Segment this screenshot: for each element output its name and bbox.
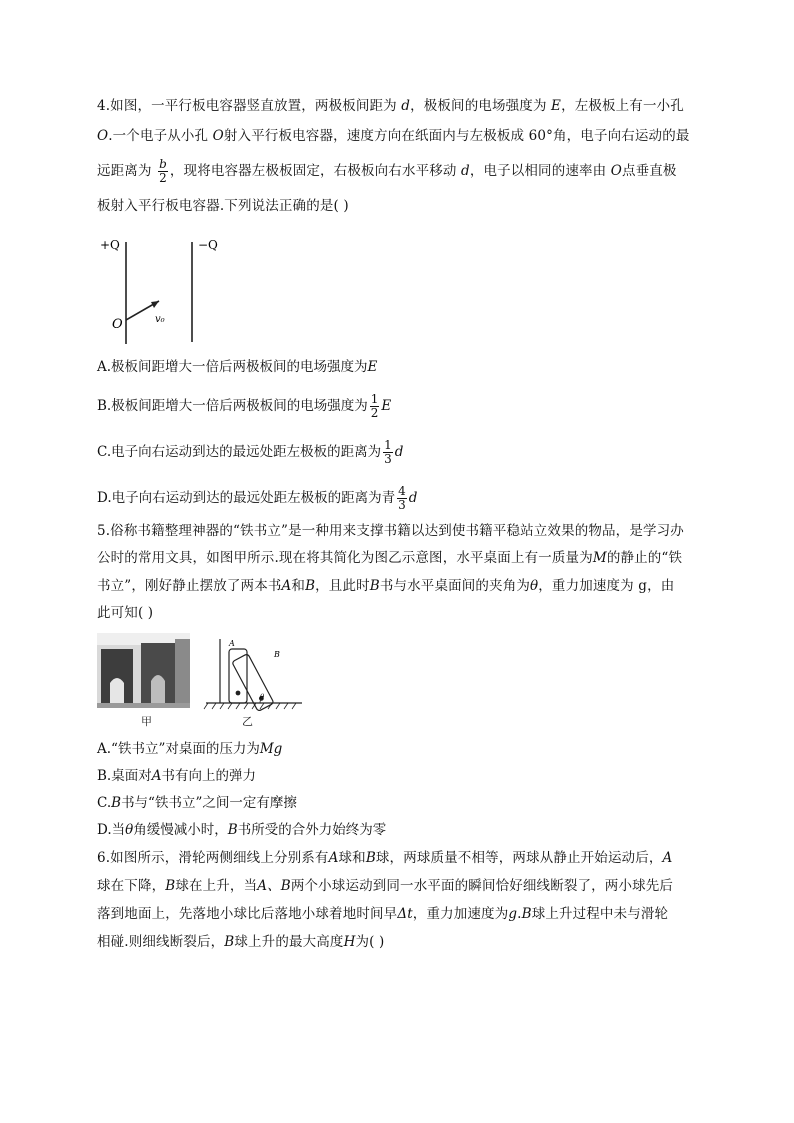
var-b: B bbox=[165, 878, 176, 894]
var-o: O bbox=[610, 163, 622, 179]
q5-line-1 bbox=[97, 521, 684, 541]
frac-numerator: 1 bbox=[384, 438, 392, 452]
var-delta-t: Δt bbox=[397, 906, 413, 922]
q6-text: 球在下降， bbox=[97, 878, 166, 894]
label-a: A bbox=[229, 639, 235, 648]
var-e: E bbox=[551, 98, 562, 114]
q4-text: 4.如图，一平行板电容器竖直放置，两极板间距为 bbox=[97, 98, 397, 114]
option-text: B.极板间距增大一倍后两极板间的电场强度为 bbox=[97, 398, 368, 414]
option-text: D.当 bbox=[97, 822, 126, 838]
var-m: M bbox=[592, 550, 607, 566]
q5-line-2 bbox=[97, 548, 682, 568]
var-e: E bbox=[367, 359, 378, 375]
q4-option-a[interactable] bbox=[97, 357, 377, 377]
q4-text: 射入平行板电容器，速度方向在纸面内与左极板成 60°角，电子向右运动的最 bbox=[223, 128, 690, 144]
label-theta: θ bbox=[260, 693, 265, 701]
q5-option-a[interactable] bbox=[97, 739, 282, 759]
q5-text: 的静止的“铁 bbox=[606, 550, 683, 566]
option-text: C.电子向右运动到达的最远处距左极板的距离为 bbox=[97, 444, 382, 460]
var-h: H bbox=[343, 934, 356, 950]
var-d: d bbox=[394, 444, 404, 460]
fraction-4-3 bbox=[397, 485, 407, 512]
var-a: A bbox=[328, 850, 339, 866]
q5-text: 书立”，刚好静止摆放了两本书 bbox=[97, 578, 282, 594]
q6-line-1 bbox=[97, 848, 672, 868]
o-label: O bbox=[112, 317, 123, 332]
minus-q-label: −Q bbox=[198, 238, 218, 252]
q4-text: 点垂直极 bbox=[621, 163, 677, 179]
q6-line-3 bbox=[97, 904, 668, 924]
q4-line-4 bbox=[97, 196, 349, 216]
q6-line-4 bbox=[97, 932, 384, 952]
var-theta: θ bbox=[125, 822, 134, 838]
q6-text: 球在上升，当 bbox=[175, 878, 258, 894]
option-text: B.桌面对 bbox=[97, 768, 152, 784]
q5-text: 此可知( ) bbox=[97, 605, 154, 621]
q6-text: 为( ) bbox=[355, 934, 385, 950]
q6-text: 落到地面上，先落地小球比后落地小球着地时间早 bbox=[97, 906, 398, 922]
v0-label: v₀ bbox=[155, 314, 165, 325]
var-ab: A、B bbox=[257, 878, 291, 894]
q4-text: .一个电子从小孔 bbox=[108, 128, 209, 144]
frac-denominator: 2 bbox=[159, 171, 167, 185]
q5-text: ，重力加速度为 g，由 bbox=[538, 578, 675, 594]
frac-denominator: 3 bbox=[398, 498, 406, 512]
option-text: A.“铁书立”对桌面的压力为 bbox=[97, 741, 260, 757]
fraction-1-3 bbox=[383, 439, 393, 466]
var-b: B bbox=[224, 934, 235, 950]
q4-line-3 bbox=[97, 158, 677, 185]
var-d: d bbox=[461, 163, 470, 179]
q6-text: . bbox=[517, 906, 522, 922]
q5-text: 公时的常用文具，如图甲所示.现在将其简化为图乙示意图，水平桌面上有一质量为 bbox=[97, 550, 593, 566]
book-a-center bbox=[236, 691, 241, 696]
option-text: 书有向上的弹力 bbox=[161, 768, 256, 784]
q6-text: 6.如图所示，滑轮两侧细线上分别系有 bbox=[97, 850, 329, 866]
q5-option-b[interactable] bbox=[97, 766, 256, 786]
var-e: E bbox=[381, 398, 392, 414]
q4-option-c[interactable] bbox=[97, 439, 403, 466]
q5-text: ，且此时 bbox=[315, 578, 370, 594]
q6-text: 球上升过程中未与滑轮 bbox=[531, 906, 669, 922]
q6-line-2 bbox=[97, 876, 673, 896]
table-hatching bbox=[204, 703, 296, 709]
books bbox=[175, 639, 190, 705]
label-b: B bbox=[274, 650, 280, 659]
q6-text: 球，两球质量不相等，两球从静止开始运动后， bbox=[375, 850, 663, 866]
q5-option-d[interactable] bbox=[97, 820, 386, 840]
q4-text: ，电子以相同的速率由 bbox=[469, 163, 607, 179]
option-text: D.电子向右运动到达的最远处距左极板的距离为青 bbox=[97, 490, 396, 506]
q4-option-d[interactable] bbox=[97, 485, 417, 512]
option-text: 角缓慢减小时， bbox=[133, 822, 228, 838]
q4-text: ，现将电容器左极板固定，右极板向右水平移动 bbox=[169, 163, 457, 179]
q4-text: ，左极板上有一小孔 bbox=[561, 98, 684, 114]
q5-line-3 bbox=[97, 576, 674, 596]
frac-numerator: 1 bbox=[370, 392, 379, 406]
q4-option-b[interactable] bbox=[97, 393, 391, 420]
frac-denominator: 3 bbox=[384, 452, 392, 466]
var-o: O bbox=[97, 128, 109, 144]
q5-text: 书与水平桌面间的夹角为 bbox=[379, 578, 530, 594]
q5-text: 5.俗称书籍整理神器的“铁书立”是一种用来支撑书籍以达到使书籍平稳站立效果的物品，是学习办 bbox=[97, 523, 684, 539]
q5-option-c[interactable] bbox=[97, 793, 297, 813]
frac-denominator: 2 bbox=[370, 406, 379, 420]
q6-text: 球上升的最大高度 bbox=[234, 934, 344, 950]
q6-text: 球和 bbox=[338, 850, 366, 866]
bookend-cutout-right bbox=[151, 675, 165, 705]
q4-text: 板射入平行板电容器.下列说法正确的是( ) bbox=[97, 198, 349, 214]
var-b: B bbox=[521, 906, 532, 922]
capacitor-figure bbox=[97, 232, 232, 350]
option-text: C. bbox=[97, 795, 112, 811]
var-b: B bbox=[365, 850, 376, 866]
fraction-b-over-2 bbox=[158, 158, 168, 185]
bookend-photo bbox=[97, 633, 190, 708]
q5-line-4 bbox=[97, 603, 153, 623]
q5-text: 和 bbox=[291, 578, 306, 594]
caption-yi: 乙 bbox=[242, 715, 253, 728]
q6-text: 相碰.则细线断裂后， bbox=[97, 934, 225, 950]
q4-line-1 bbox=[97, 96, 684, 116]
frac-numerator: b bbox=[159, 157, 167, 171]
q4-line-2 bbox=[97, 126, 690, 146]
bookend-schematic bbox=[202, 633, 302, 713]
var-b: B bbox=[111, 795, 122, 811]
q6-text: ，重力加速度为 bbox=[412, 906, 509, 922]
var-b: B bbox=[227, 822, 238, 838]
fraction-1-2 bbox=[370, 393, 380, 420]
var-o: O bbox=[212, 128, 224, 144]
caption-jia: 甲 bbox=[141, 715, 152, 728]
option-text: 书与“铁书立”之间一定有摩擦 bbox=[121, 795, 297, 811]
var-b: B bbox=[369, 578, 380, 594]
var-a: A bbox=[281, 578, 292, 594]
var-d: d bbox=[408, 490, 418, 506]
var-d: d bbox=[401, 98, 411, 114]
var-theta: θ bbox=[530, 578, 539, 594]
var-g: g bbox=[508, 906, 518, 922]
plus-q-label: +Q bbox=[100, 238, 120, 252]
var-a: A bbox=[151, 768, 162, 784]
q4-text: 远距离为 bbox=[97, 163, 152, 179]
frac-numerator: 4 bbox=[398, 484, 406, 498]
bookend-cutout-left bbox=[110, 678, 124, 705]
var-b: B bbox=[305, 578, 316, 594]
option-text: A.极板间距增大一倍后两极板间的电场强度为 bbox=[97, 359, 368, 375]
q4-text: ，极板间的电场强度为 bbox=[410, 98, 547, 114]
q6-text: 两个小球运动到同一水平面的瞬间恰好细线断裂了，两小球先后 bbox=[290, 878, 674, 894]
var-a: A bbox=[662, 850, 673, 866]
photo-table bbox=[97, 703, 190, 708]
option-text: 书所受的合外力始终为零 bbox=[237, 822, 387, 838]
var-mg: Mg bbox=[259, 741, 283, 757]
